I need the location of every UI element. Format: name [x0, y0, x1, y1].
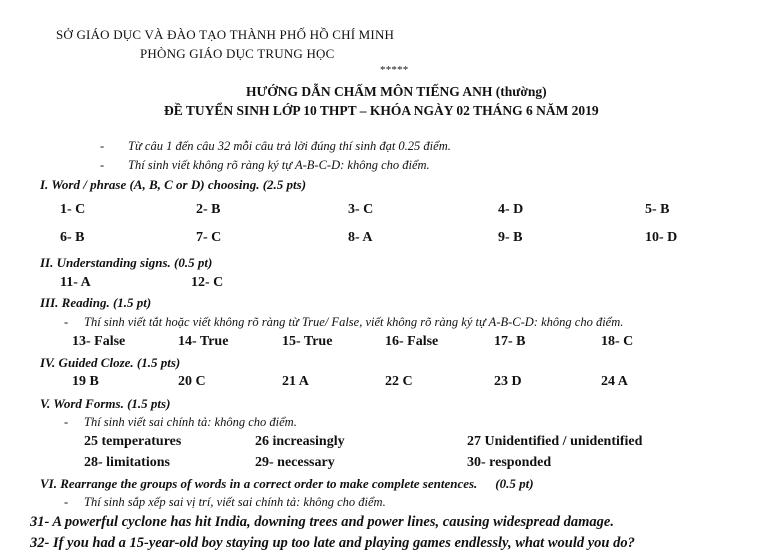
answer-32: 32- If you had a 15-year-old boy staying up too late and playing games endlessly, what would you do?: [30, 535, 635, 551]
section-6-heading: VI. Rearrange the groups of words in a correct order to make complete sentences. (0.5 pt): [40, 476, 534, 491]
answer-14: 14- True: [178, 334, 229, 349]
answer-31: 31- A powerful cyclone has hit India, downing trees and power lines, causing widespread damage.: [30, 514, 614, 530]
department-line-1: SỞ GIÁO DỤC VÀ ĐÀO TẠO THÀNH PHỐ HỒ CHÍ MINH: [56, 27, 395, 42]
answer-3: 3- C: [348, 202, 374, 217]
section-4-heading: IV. Guided Cloze. (1.5 pts): [40, 355, 181, 370]
answer-28: 28- limitations: [84, 455, 170, 470]
answer-9: 9- B: [498, 230, 523, 245]
section-5-heading: V. Word Forms. (1.5 pts): [40, 396, 171, 411]
general-note-1: - Từ câu 1 đến câu 32 mỗi câu trả lời đúng thí sinh đạt 0.25 điểm.: [100, 139, 451, 153]
answer-2: 2- B: [196, 202, 221, 217]
answer-12: 12- C: [191, 275, 224, 290]
answer-21: 21 A: [282, 374, 309, 389]
answer-22: 22 C: [385, 374, 413, 389]
answer-19: 19 B: [72, 374, 99, 389]
answer-30: 30- responded: [467, 455, 552, 470]
answer-7: 7- C: [196, 230, 222, 245]
department-line-2: PHÒNG GIÁO DỤC TRUNG HỌC: [140, 46, 335, 61]
document-title-line-1: HƯỚNG DẪN CHẤM MÔN TIẾNG ANH (thường): [246, 84, 547, 99]
answer-29: 29- necessary: [255, 455, 335, 470]
section-3-note: - Thí sinh viết tắt hoặc viết không rõ ràng từ True/ False, viết không rõ ràng ký tự A-B-C-D: không cho điểm.: [64, 315, 624, 329]
answer-16: 16- False: [385, 334, 439, 349]
answer-25: 25 temperatures: [84, 434, 182, 449]
answer-8: 8- A: [348, 230, 373, 245]
answer-17: 17- B: [494, 334, 526, 349]
answer-6: 6- B: [60, 230, 85, 245]
answer-23: 23 D: [494, 374, 522, 389]
answer-27: 27 Unidentified / unidentified: [467, 434, 643, 449]
answer-4: 4- D: [498, 202, 524, 217]
answer-13: 13- False: [72, 334, 126, 349]
section-6-points: (0.5 pt): [495, 476, 534, 491]
answer-26: 26 increasingly: [255, 434, 345, 449]
answer-18: 18- C: [601, 334, 634, 349]
section-5-note: - Thí sinh viết sai chính tả: không cho điểm.: [64, 415, 297, 429]
answer-15: 15- True: [282, 334, 333, 349]
answer-5: 5- B: [645, 202, 670, 217]
stars-divider: *****: [380, 64, 409, 76]
section-6-note: - Thí sinh sắp xếp sai vị trí, viết sai chính tả: không cho điểm.: [64, 495, 386, 509]
answer-10: 10- D: [645, 230, 678, 245]
document-title-line-2: ĐỀ TUYỂN SINH LỚP 10 THPT – KHÓA NGÀY 02 THÁNG 6 NĂM 2019: [164, 103, 599, 118]
section-2-heading: II. Understanding signs. (0.5 pt): [40, 255, 213, 270]
answer-11: 11- A: [60, 275, 91, 290]
answer-1: 1- C: [60, 202, 86, 217]
general-note-2: - Thí sinh viết không rõ ràng ký tự A-B-C-D: không cho điểm.: [100, 158, 430, 172]
section-3-heading: III. Reading. (1.5 pt): [40, 295, 152, 310]
section-1-heading: I. Word / phrase (A, B, C or D) choosing. (2.5 pts): [40, 177, 307, 192]
answer-24: 24 A: [601, 374, 628, 389]
answer-20: 20 C: [178, 374, 206, 389]
